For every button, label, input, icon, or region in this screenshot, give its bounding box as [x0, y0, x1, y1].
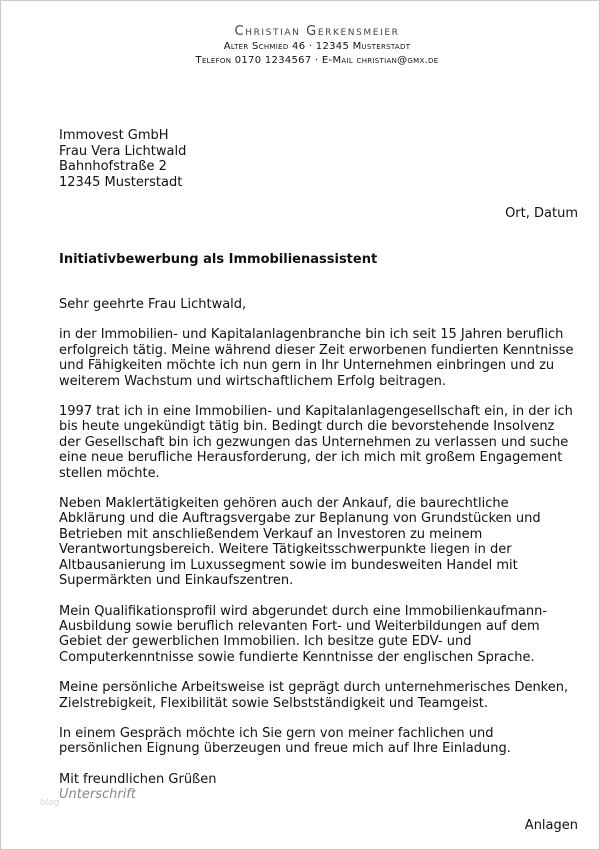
closing: Mit freundlichen Grüßen	[59, 771, 217, 787]
recipient-company: Immovest GmbH	[59, 128, 169, 143]
recipient-person: Frau Vera Lichtwald	[59, 143, 187, 159]
recipient-city: 12345 Musterstadt	[59, 174, 183, 190]
recipient-address	[59, 128, 186, 190]
paragraph: Neben Maklertätigkeiten gehören auch der Ankauf, die baurechtliche Abklärung und die Auftragsvergabe zur Beplanung von Grundstücken und Betrieben mit anschließendem Verkauf an Investoren zu meinem Verantwortungsbereich. Weitere Tätigkeitsschwerpunkte liegen in der Altbausanierung im Luxussegment sowie im bundesweiten Handel mit Supermärkten und Einkaufszentren.	[59, 496, 541, 589]
subject-line: Initiativbewerbung als Immobilienassistent	[59, 252, 378, 267]
recipient-street: Bahnhofstraße 2	[59, 159, 167, 174]
watermark: blog	[40, 798, 60, 808]
paragraph: Meine persönliche Arbeitsweise ist geprägt durch unternehmerisches Denken, Zielstrebigkeit, Flexibilität sowie Selbstständigkeit und Teamgeist.	[59, 680, 569, 711]
sender-name: Christian Gerkensmeier	[234, 24, 400, 39]
letter-body	[59, 297, 579, 802]
paragraph: 1997 trat ich in eine Immobilien- und Kapitalanlagengesellschaft ein, in der ich bis heute ungekündigt tätig bin. Bedingt durch die bevorstehende Insolvenz der Gesellschaft bin ich gezwungen das Unternehmen zu verlassen und suche eine neue berufliche Herausforderung, der ich mich mit großem Engagement stellen möchte.	[59, 404, 573, 481]
letterhead	[0, 24, 600, 68]
attachments-note: Anlagen	[524, 818, 578, 833]
salutation: Sehr geehrte Frau Lichtwald,	[59, 297, 247, 312]
signature: Unterschrift	[59, 787, 136, 802]
sender-address: Alter Schmied 46 · 12345 Musterstadt	[223, 41, 411, 52]
paragraph: Mein Qualifikationsprofil wird abgerundet durch eine Immobilienkaufmann-Ausbildung sowie beruflich relevanten Fort- und Weiterbildungen auf dem Gebiet der gewerblichen Immobilien. Ich besitze gute EDV- und Computerkenntnisse sowie fundierte Kenntnisse der englischen Sprache.	[59, 603, 548, 665]
sender-contact: Telefon 0170 1234567 · E-Mail christian@gmx.de	[195, 55, 439, 66]
place-date: Ort, Datum	[505, 206, 578, 221]
paragraph: in der Immobilien- und Kapitalanlagenbranche bin ich seit 15 Jahren beruflich erfolgreich tätig. Meine während dieser Zeit erworbenen fundierten Kenntnisse und Fähigkeiten möchte ich nun gern in Ihr Unternehmen einbringen und zu weiterem Wachstum und wirtschaftlichem Erfolg beitragen.	[59, 327, 574, 389]
paragraph: In einem Gespräch möchte ich Sie gern von meiner fachlichen und persönlichen Eignung überzeugen und freue mich auf Ihre Einladung.	[59, 725, 511, 757]
